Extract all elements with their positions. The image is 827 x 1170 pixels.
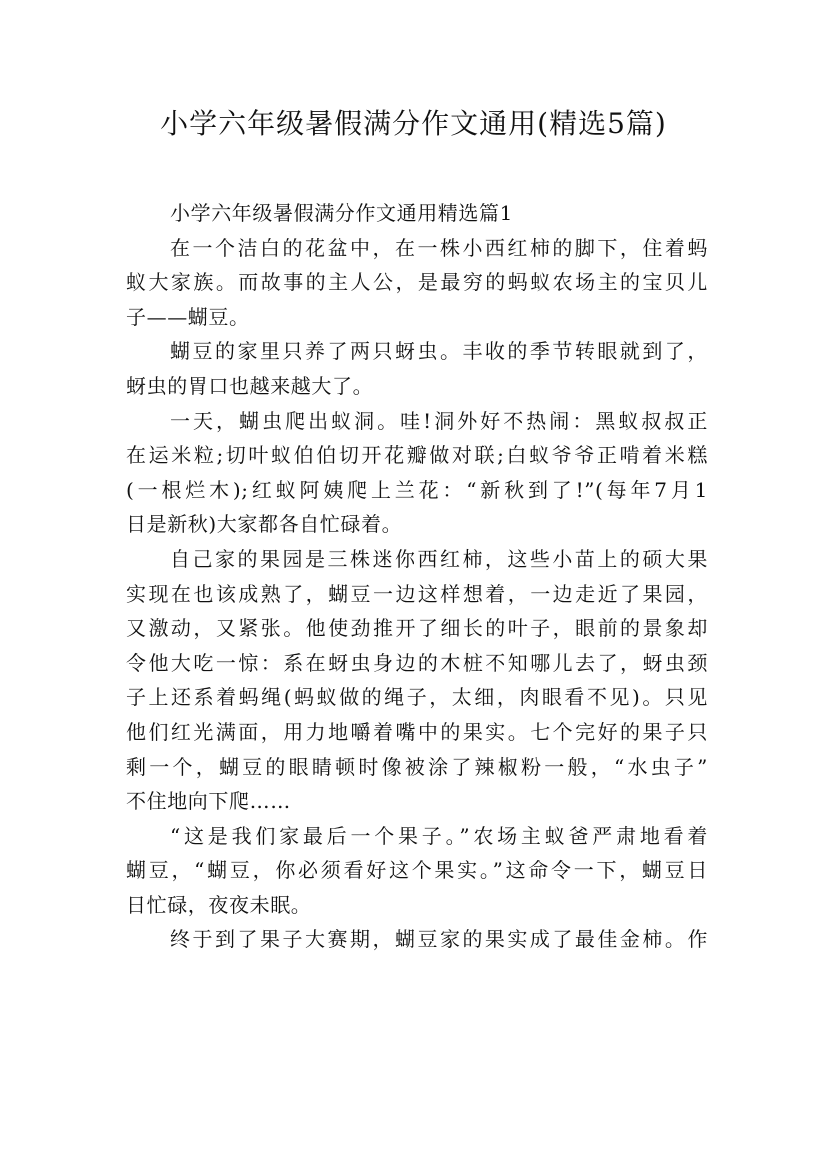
text-line: “这是我们家最后一个果子。”农场主蚁爸严肃地看着 [170,823,708,848]
text-line: 蝴豆，“蝴豆，你必须看好这个果实。”这命令一下，蝴豆日 [126,858,708,883]
text-line: 子上还系着蚂绳(蚂蚁做的绳子，太细，肉眼看不见)。只见 [126,685,708,710]
text-line: 令他大吃一惊：系在蚜虫身边的木桩不知哪儿去了，蚜虫颈 [126,650,708,675]
document-title: 小学六年级暑假满分作文通用(精选5篇) [160,107,667,140]
text-line: 子——蝴豆。 [126,304,250,329]
text-line: 日忙碌，夜夜未眠。 [126,892,312,917]
text-line: 在运米粒;切叶蚁伯伯切开花瓣做对联;白蚁爷爷正啃着米糕 [126,443,708,468]
text-line: 终于到了果子大赛期，蝴豆家的果实成了最佳金柿。作 [170,927,708,952]
text-line: 不住地向下爬…… [126,789,291,814]
text-line: 蝴豆的家里只养了两只蚜虫。丰收的季节转眼就到了， [170,339,708,364]
text-line: 日是新秋)大家都各自忙碌着。 [126,512,403,537]
text-line: (一根烂木);红蚁阿姨爬上兰花：“新秋到了!”(每年7月1 [126,477,708,502]
text-line: 在一个洁白的花盆中，在一株小西红柿的脚下，住着蚂 [170,235,708,260]
text-line: 一天，蝴虫爬出蚁洞。哇!洞外好不热闹：黑蚁叔叔正 [170,408,708,433]
text-line: 蚁大家族。而故事的主人公，是最穷的蚂蚁农场主的宝贝儿 [126,270,708,295]
document-body [126,196,708,957]
text-line: 蚜虫的胃口也越来越大了。 [126,373,374,398]
text-line: 又激动，又紧张。他使劲推开了细长的叶子，眼前的景象却 [126,616,708,641]
text-line: 剩一个，蝴豆的眼睛顿时像被涂了辣椒粉一般，“水虫子” [126,754,708,779]
text-line: 实现在也该成熟了，蝴豆一边这样想着，一边走近了果园， [126,581,708,606]
text-line: 他们红光满面，用力地嚼着嘴中的果实。七个完好的果子只 [126,719,708,744]
text-line: 小学六年级暑假满分作文通用精选篇1 [170,201,513,225]
text-line: 自己家的果园是三株迷你西红柿，这些小苗上的硕大果 [170,546,708,571]
